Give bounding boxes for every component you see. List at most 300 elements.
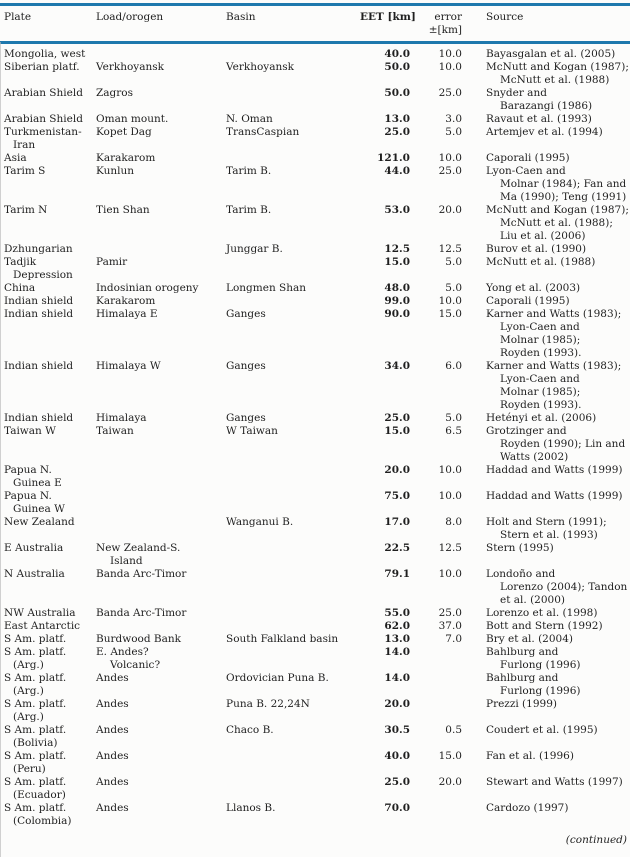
cell-err [410,425,462,464]
cell-basin [226,646,360,672]
cell-src [462,698,627,724]
cell-src-line: Snyder and [486,87,547,99]
cell-src-line: Hetényi et al. (2006) [486,412,597,424]
cell-basin-line: Puna B. 22,24N [226,698,310,710]
cell-load [96,87,226,113]
cell-eet-line: 13.0 [384,633,410,645]
cell-src [462,672,627,698]
cell-basin [226,750,360,776]
cell-plate [4,61,96,87]
cell-plate-line: Indian shield [4,308,74,320]
cell-plate-line: Iran [13,139,36,151]
cell-basin-line: Wanganui B. [226,516,294,528]
cell-plate-line: Arabian Shield [4,113,83,125]
cell-eet [360,802,410,828]
cell-basin [226,776,360,802]
cell-src [462,464,627,490]
cell-load-line: Banda Arc-Timor [96,607,187,619]
cell-plate-line: Siberian platf. [4,61,80,73]
cell-eet [360,490,410,516]
cell-src-line: Furlong (1996) [500,659,581,671]
cell-load [96,412,226,425]
cell-src [462,802,627,828]
cell-plate-line: S Am. platf. [4,724,67,736]
table-row [4,360,627,412]
cell-eet [360,750,410,776]
cell-err-line: 0.5 [445,724,462,736]
continued-note: (continued) [565,834,627,846]
cell-plate [4,48,96,61]
cell-plate-line: S Am. platf. [4,750,67,762]
cell-load [96,568,226,607]
table-row [4,646,627,672]
cell-err-line: 5.0 [445,412,462,424]
cell-load-line: Himalaya E [96,308,158,320]
cell-load-line: Oman mount. [96,113,169,125]
cell-src-line: Lyon-Caen and [500,321,580,333]
cell-load [96,295,226,308]
cell-src-line: Stern et al. (1993) [500,529,598,541]
cell-src-line: Bahlburg and [486,646,559,658]
cell-src-line: Bott and Stern (1992) [486,620,603,632]
table-row [4,698,627,724]
cell-plate-line: Depression [13,269,73,281]
cell-eet [360,282,410,295]
cell-basin [226,490,360,516]
cell-plate-line: S Am. platf. [4,776,67,788]
cell-src [462,295,627,308]
cell-eet [360,646,410,672]
cell-basin [226,113,360,126]
cell-src-line: Barazangi (1986) [500,100,593,112]
cell-err-line: 20.0 [438,204,462,216]
cell-plate-line: Indian shield [4,360,74,372]
cell-src [462,204,629,243]
cell-src-line: Haddad and Watts (1999) [486,464,623,476]
cell-basin-line: Chaco B. [226,724,274,736]
cell-plate [4,243,96,256]
cell-eet [360,620,410,633]
cell-eet-line: 55.0 [384,607,410,619]
cell-plate [4,204,96,243]
cell-err-line: 8.0 [445,516,462,528]
cell-plate-line: Tadjik [4,256,37,268]
cell-src [462,750,627,776]
cell-src-line: Caporali (1995) [486,152,570,164]
cell-eet-line: 44.0 [384,165,410,177]
cell-plate-line: E Australia [4,542,64,554]
cell-src-line: Ma (1990); Teng (1991) [500,191,627,203]
cell-load-line: Karakarom [96,152,156,164]
cell-eet-line: 40.0 [384,750,410,762]
cell-src [462,87,627,113]
cell-src-line: Molnar (1984); Fan and [500,178,627,190]
cell-src-line: McNutt and Kogan (1987); [486,204,629,216]
cell-basin-line: Ganges [226,308,266,320]
cell-src [462,620,627,633]
cell-load-line: Himalaya W [96,360,161,372]
cell-eet-line: 20.0 [384,464,410,476]
table-row [4,516,627,542]
cell-eet-line: 15.0 [384,256,410,268]
cell-src [462,724,627,750]
cell-err [410,568,462,607]
cell-load [96,61,226,87]
col-header-error [410,11,462,37]
cell-src-line: Holt and Stern (1991); [486,516,607,528]
cell-basin [226,568,360,607]
table-row [4,165,627,204]
table-row [4,490,627,516]
cell-err [410,48,462,61]
cell-err [410,724,462,750]
cell-plate-line: Turkmenistan- [4,126,82,138]
cell-src [462,412,627,425]
cell-src [462,282,627,295]
cell-src-line: Artemjev et al. (1994) [486,126,603,138]
cell-src-line: Stewart and Watts (1997) [486,776,623,788]
cell-basin [226,724,360,750]
table-body [0,44,630,828]
cell-plate-line: S Am. platf. [4,672,67,684]
cell-eet-line: 121.0 [377,152,410,164]
cell-load [96,282,226,295]
cell-basin [226,698,360,724]
cell-basin [226,204,360,243]
cell-plate-line: S Am. platf. [4,698,67,710]
cell-err-line: 15.0 [438,750,462,762]
cell-err [410,412,462,425]
cell-basin-line: Ordovician Puna B. [226,672,329,684]
col-header-source [462,11,627,37]
cell-basin [226,308,360,360]
cell-err [410,256,462,282]
cell-basin [226,607,360,620]
cell-plate [4,724,96,750]
table-row [4,464,627,490]
cell-eet [360,61,410,87]
cell-load [96,243,226,256]
cell-load [96,646,226,672]
cell-basin [226,412,360,425]
cell-src-line: Yong et al. (2003) [486,282,581,294]
cell-basin-line: South Falkland basin [226,633,339,645]
cell-eet-line: 15.0 [384,425,410,437]
cell-eet [360,464,410,490]
cell-basin [226,87,360,113]
cell-src-line: Haddad and Watts (1999) [486,490,623,502]
cell-src [462,425,627,464]
cell-load-line: Andes [96,802,129,814]
cell-plate-line: S Am. platf. [4,633,67,645]
table-row [4,672,627,698]
cell-src-line: Watts (2002) [500,451,569,463]
cell-load [96,490,226,516]
cell-plate-line: Taiwan W [4,425,56,437]
table-row [4,48,627,61]
cell-plate [4,633,96,646]
cell-load-line: Tien Shan [96,204,150,216]
cell-load [96,48,226,61]
cell-load [96,464,226,490]
cell-src [462,152,627,165]
cell-src-line: Burov et al. (1990) [486,243,587,255]
table-row [4,542,627,568]
table-row [4,620,627,633]
cell-basin-line: N. Oman [226,113,273,125]
cell-load-line: Zagros [96,87,134,99]
cell-eet-line: 53.0 [384,204,410,216]
cell-eet-line: 25.0 [384,776,410,788]
cell-src-line: Molnar (1985); [500,386,581,398]
table-row [4,776,627,802]
cell-src-line: Caporali (1995) [486,295,570,307]
cell-load-line: Island [110,555,143,567]
cell-eet-line: 48.0 [384,282,410,294]
cell-err [410,776,462,802]
cell-eet [360,568,410,607]
cell-load-line: Andes [96,672,129,684]
cell-eet [360,48,410,61]
table-row [4,61,627,87]
cell-src [462,61,629,87]
cell-load [96,620,226,633]
cell-plate-line: S Am. platf. [4,646,67,658]
cell-basin-line: Ganges [226,412,266,424]
cell-plate [4,776,96,802]
cell-eet-line: 13.0 [384,113,410,125]
cell-eet [360,672,410,698]
cell-plate-line: Dzhungarian [4,243,73,255]
cell-err [410,542,462,568]
cell-load [96,360,226,412]
cell-eet-line: 34.0 [384,360,410,372]
cell-src [462,542,627,568]
cell-plate [4,126,96,152]
table-row [4,308,627,360]
cell-err [410,308,462,360]
cell-src [462,646,627,672]
cell-load-line: Andes [96,698,129,710]
cell-err-line: 3.0 [445,113,462,125]
col-header-load-label: Load/orogen [96,11,164,23]
cell-basin [226,672,360,698]
page-edge-artifact-line [0,42,1,857]
cell-plate-line: N Australia [4,568,65,580]
table-row [4,204,627,243]
cell-err-line: 10.0 [438,295,462,307]
cell-src-line: Fan et al. (1996) [486,750,574,762]
cell-src [462,126,627,152]
cell-plate [4,802,96,828]
cell-eet-line: 75.0 [384,490,410,502]
cell-src-line: Royden (1993). [500,399,582,411]
cell-err-line: 25.0 [438,87,462,99]
cell-err-line: 10.0 [438,464,462,476]
cell-load-line: Himalaya [96,412,147,424]
cell-err-line: 10.0 [438,568,462,580]
cell-plate-line: (Arg.) [13,711,44,723]
cell-err [410,113,462,126]
cell-eet [360,633,410,646]
cell-eet-line: 17.0 [384,516,410,528]
cell-err [410,750,462,776]
cell-src-line: Lorenzo et al. (1998) [486,607,598,619]
cell-err-line: 7.0 [445,633,462,645]
cell-err-line: 10.0 [438,48,462,60]
cell-eet [360,724,410,750]
cell-eet [360,295,410,308]
cell-eet [360,412,410,425]
cell-err-line: 5.0 [445,282,462,294]
cell-err [410,490,462,516]
cell-basin [226,48,360,61]
cell-err [410,360,462,412]
cell-basin [226,360,360,412]
cell-eet-line: 40.0 [384,48,410,60]
cell-basin-line: W Taiwan [226,425,278,437]
cell-err-line: 5.0 [445,256,462,268]
cell-src-line: McNutt et al. (1988) [486,256,596,268]
cell-err [410,802,462,828]
col-header-basin-label: Basin [226,11,256,23]
cell-plate-line: Guinea W [13,503,65,515]
cell-src-line: Bayasgalan et al. (2005) [486,48,616,60]
cell-src [462,113,627,126]
cell-err [410,646,462,672]
table-row [4,607,627,620]
cell-plate-line: China [4,282,36,294]
cell-load-line: Verkhoyansk [96,61,165,73]
cell-plate [4,152,96,165]
cell-plate-line: (Arg.) [13,685,44,697]
cell-eet [360,126,410,152]
cell-eet-line: 12.5 [384,243,410,255]
cell-plate [4,646,96,672]
col-header-plate-label: Plate [4,11,32,23]
cell-src-line: McNutt and Kogan (1987); [486,61,629,73]
cell-err [410,126,462,152]
cell-plate [4,568,96,607]
cell-load [96,165,226,204]
col-header-source-label: Source [486,11,524,23]
cell-plate [4,412,96,425]
cell-eet [360,256,410,282]
cell-basin-line: Tarim B. [226,204,272,216]
cell-eet-line: 25.0 [384,126,410,138]
cell-plate-line: (Ecuador) [13,789,66,801]
cell-src-line: Lyon-Caen and [486,165,566,177]
cell-err [410,87,462,113]
table-row [4,633,627,646]
col-header-error-label-line2: ±[km] [428,24,462,36]
cell-err-line: 6.5 [445,425,462,437]
cell-src-line: Bry et al. (2004) [486,633,573,645]
cell-eet-line: 70.0 [384,802,410,814]
cell-src-line: Molnar (1985); [500,334,581,346]
cell-src-line: Royden (1993). [500,347,582,359]
cell-err [410,464,462,490]
cell-load-line: E. Andes? [96,646,149,658]
table-header-row [0,6,630,41]
cell-src [462,256,627,282]
cell-src [462,568,627,607]
cell-src-line: McNutt et al. (1988); [500,217,613,229]
cell-err [410,282,462,295]
cell-load-line: Taiwan [96,425,134,437]
cell-basin-line: TransCaspian [226,126,300,138]
cell-plate-line: Asia [4,152,27,164]
cell-err-line: 20.0 [438,776,462,788]
cell-err [410,620,462,633]
cell-eet [360,87,410,113]
cell-load [96,256,226,282]
cell-plate [4,672,96,698]
table-row [4,243,627,256]
cell-load [96,113,226,126]
cell-src-line: Karner and Watts (1983); [486,308,622,320]
cell-plate [4,516,96,542]
cell-basin [226,295,360,308]
cell-basin [226,282,360,295]
cell-plate-line: Mongolia, west [4,48,86,60]
cell-basin-line: Longmen Shan [226,282,307,294]
cell-load-line: Andes [96,776,129,788]
cell-plate [4,113,96,126]
cell-src-line: Cardozo (1997) [486,802,569,814]
cell-err-line: 25.0 [438,165,462,177]
cell-plate [4,87,96,113]
cell-src [462,607,627,620]
cell-err [410,152,462,165]
cell-eet [360,542,410,568]
col-header-eet [360,11,416,37]
cell-load-line: Andes [96,724,129,736]
cell-basin [226,256,360,282]
cell-src-line: Furlong (1996) [500,685,581,697]
cell-load [96,802,226,828]
cell-src [462,776,627,802]
cell-eet-line: 25.0 [384,412,410,424]
cell-err [410,698,462,724]
cell-plate [4,750,96,776]
cell-load-line: Andes [96,750,129,762]
cell-src-line: Lorenzo (2004); Tandon [500,581,628,593]
cell-load [96,776,226,802]
cell-basin-line: Ganges [226,360,266,372]
table-row [4,568,627,607]
cell-src-line: Stern (1995) [486,542,554,554]
cell-plate [4,490,96,516]
cell-eet-line: 50.0 [384,87,410,99]
cell-plate [4,425,96,464]
cell-eet [360,698,410,724]
table-row [4,152,627,165]
cell-eet [360,152,410,165]
cell-plate-line: (Peru) [13,763,46,775]
cell-eet [360,165,410,204]
cell-load-line: New Zealand-S. [96,542,181,554]
cell-basin [226,165,360,204]
cell-src-line: Karner and Watts (1983); [486,360,622,372]
cell-err [410,204,462,243]
col-header-eet-label: EET [km] [360,11,416,23]
cell-load [96,152,226,165]
cell-err-line: 10.0 [438,61,462,73]
cell-eet-line: 14.0 [384,672,410,684]
cell-basin-line: Verkhoyansk [226,61,295,73]
cell-err-line: 12.5 [438,243,462,255]
